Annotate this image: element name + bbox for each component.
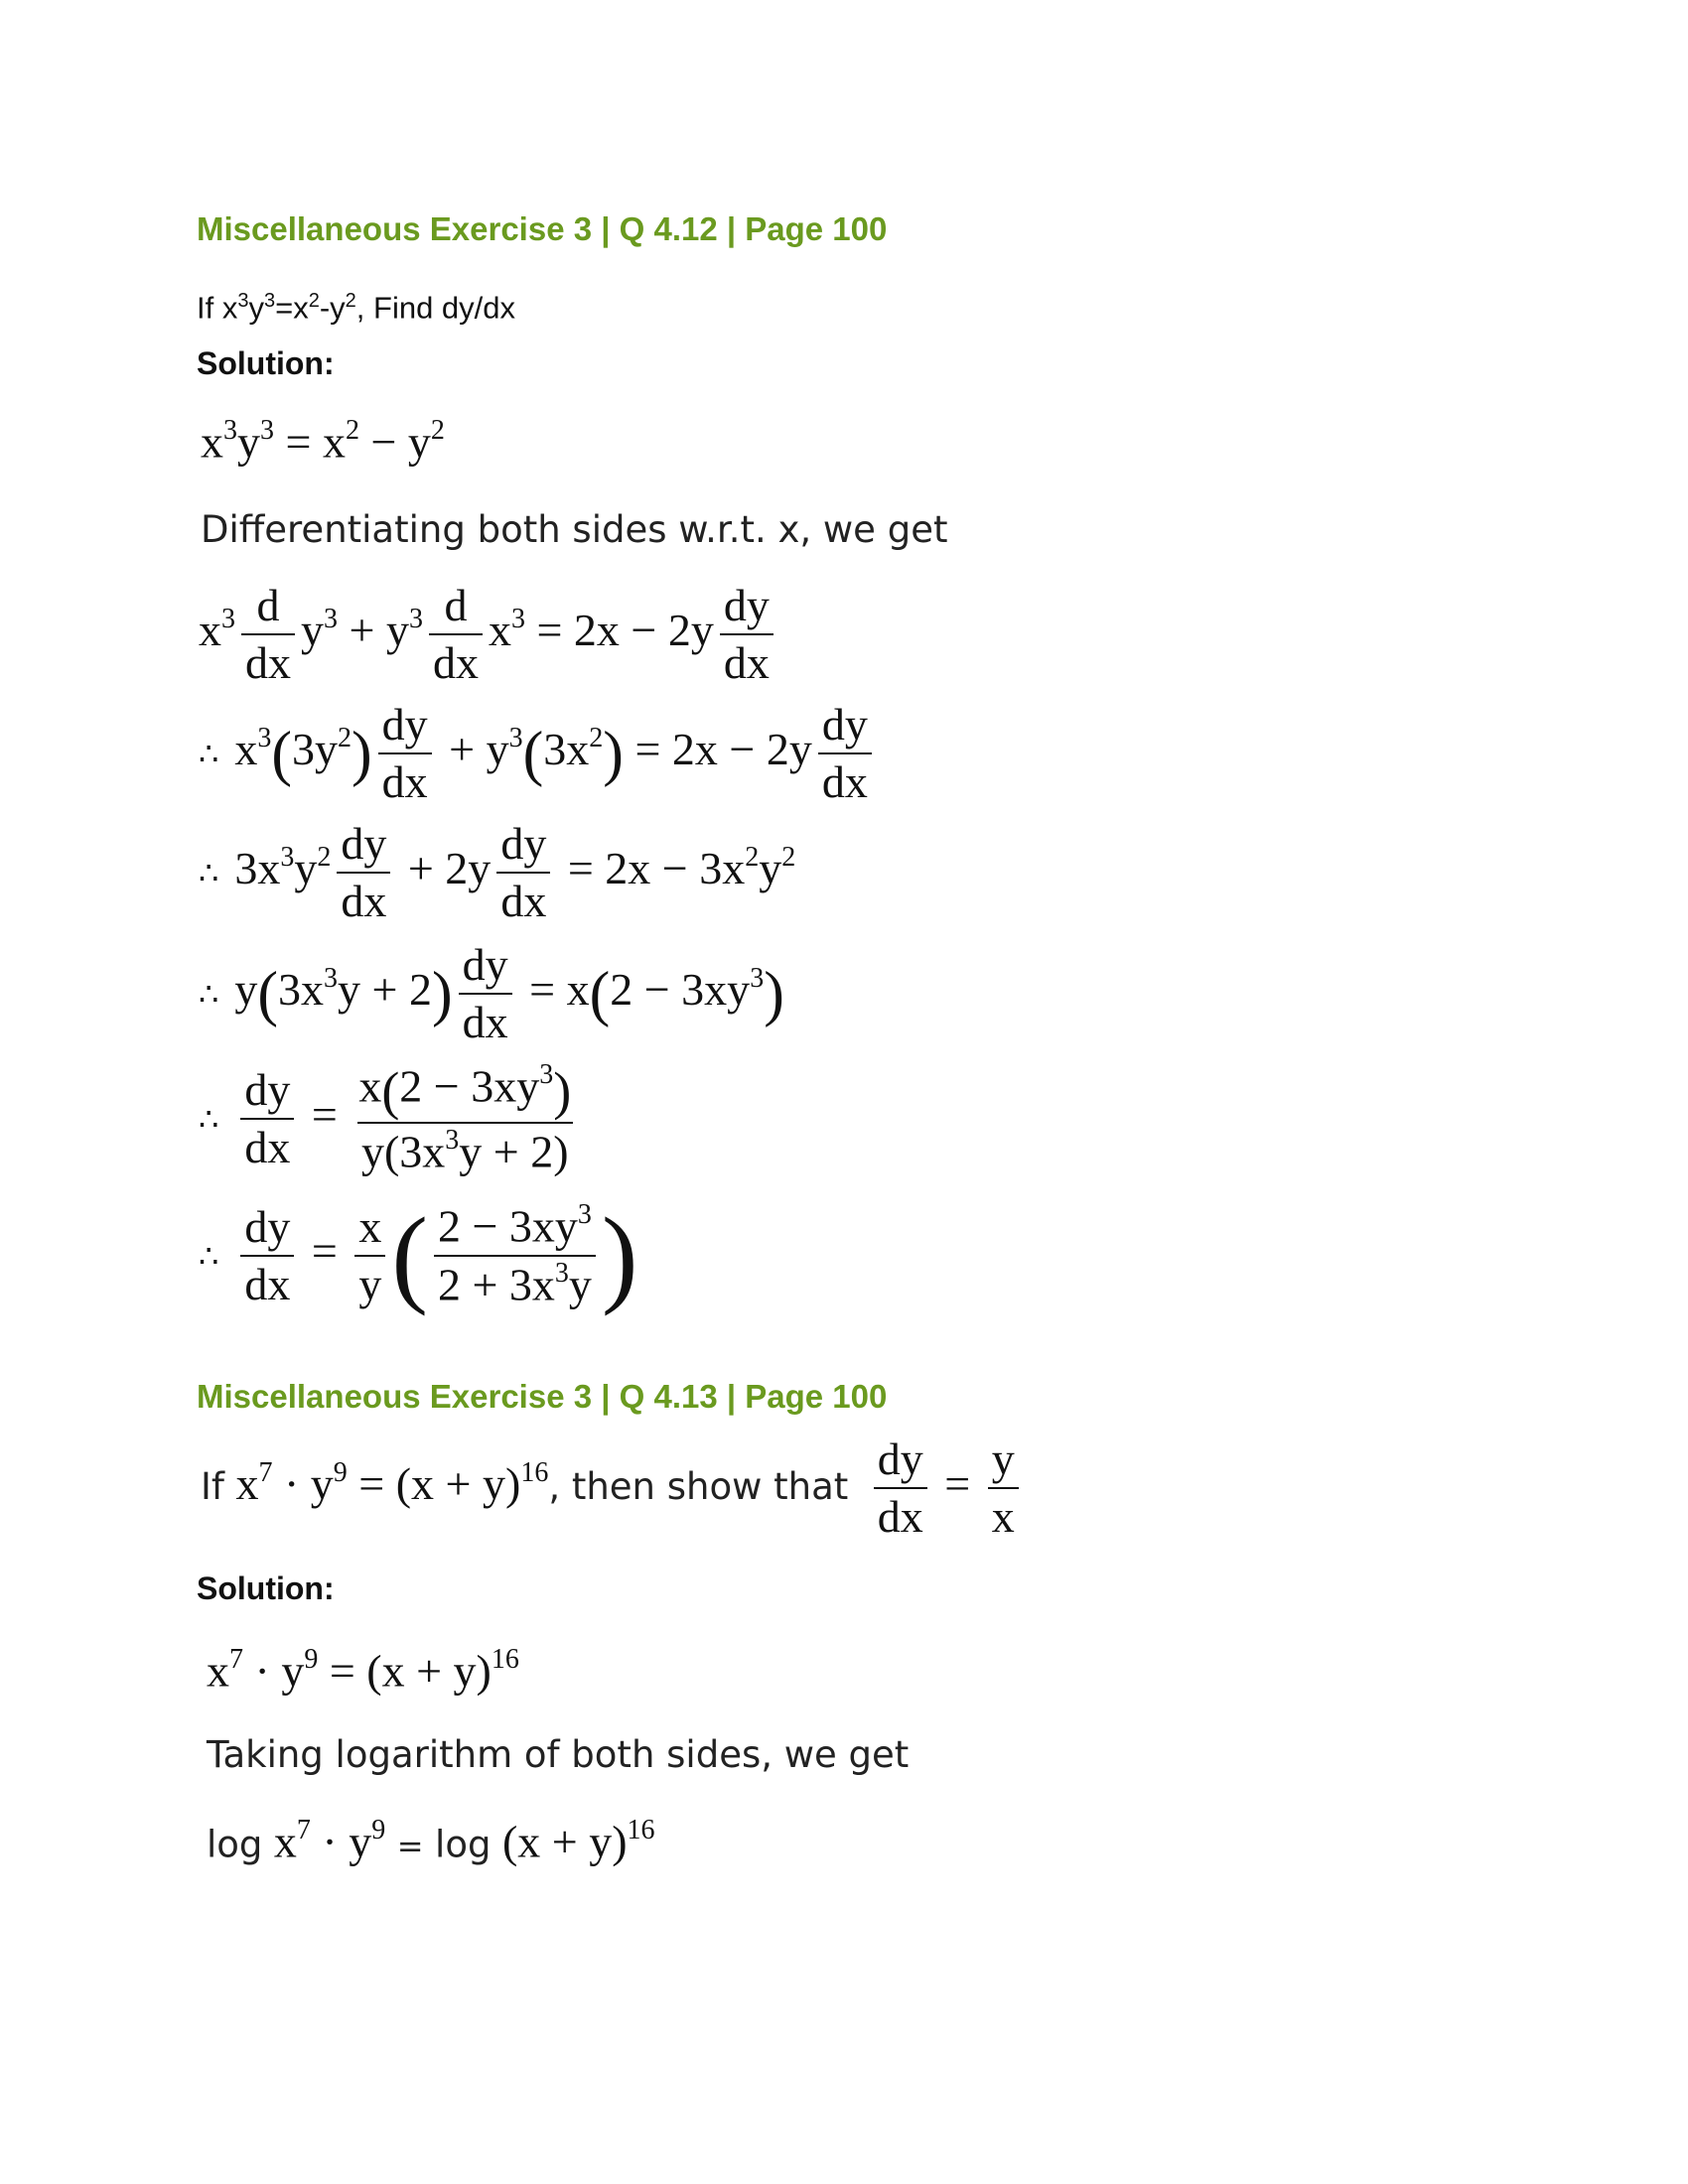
equation-q413-original: $x^7 \cdot y^9 = (x + y)^{16}$	[207, 1644, 519, 1697]
equation-step-product: ∴ $x^3(3y^2)$ $\frac{dy}{dx}$ + $y^3(3x^2) = 2x - 2y$ $\frac{dy}{dx}$	[199, 701, 878, 807]
equation-step-factored: ∴ $y(3x^3y + 2)$ $\frac{dy}{dx}$ = $x(2 - 3xy^3)$	[199, 939, 784, 1048]
q412-statement: If $x^3y^3=x^2-y^2$, Find dy/dx	[197, 290, 516, 326]
differentiating-text: Differentiating both sides w.r.t. x, we get	[201, 508, 948, 551]
q413-heading: Miscellaneous Exercise 3 | Q 4.13 | Page 100	[197, 1378, 888, 1415]
therefore-symbol: ∴	[199, 736, 219, 772]
taking-log-text: Taking logarithm of both sides, we get	[207, 1733, 910, 1776]
equation-differentiated: $x^3$ $\frac{d}{dx}$ $y^3 + y^3$ $\frac{d}{dx}$ $x^3 = 2x - 2y$ $\frac{dy}{dx}$	[199, 582, 779, 688]
q413-statement: If $x^7 \cdot y^9 = (x + y)^{16}$, then show that $\frac{dy}{dx}$ = $\frac{y}{x}$	[201, 1435, 1025, 1542]
equation-step-rearranged: ∴ $3x^3y^2$ $\frac{dy}{dx}$ + 2y $\frac{dy}{dx}$ = $2x - 3x^2y^2$	[199, 818, 796, 927]
equation-dydx-fraction: ∴ $\frac{dy}{dx}$ = $\frac{x(2 - 3xy^3)}{y(3x^3y + 2)}$	[199, 1059, 572, 1177]
equation-log-both-sides: $\log x^7 \cdot y^9 = \log (x + y)^{16}$	[207, 1815, 655, 1867]
q412-heading: Miscellaneous Exercise 3 | Q 4.12 | Page 100	[197, 210, 888, 247]
equation-original: $x^3y^3 = x^2 - y^2$	[201, 415, 445, 468]
equation-dydx-final: ∴ $\frac{dy}{dx}$ = $\frac{x}{y}$ ( $\frac{2 - 3xy^3}{2 + 3x^3y}$ )	[199, 1195, 638, 1316]
q413-solution-label: Solution:	[197, 1570, 335, 1606]
q412-solution-label: Solution:	[197, 345, 335, 381]
